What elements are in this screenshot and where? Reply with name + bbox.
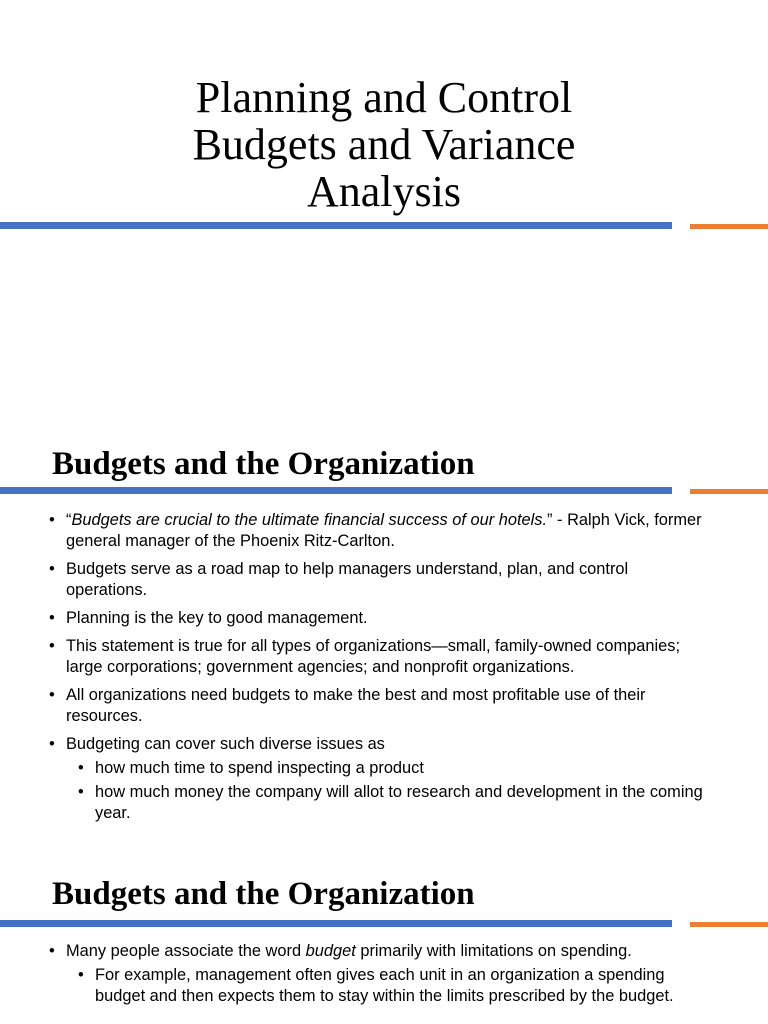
emphasis-term: budget [305,942,356,960]
title-line: Planning and Control [195,73,573,122]
presentation-title [0,74,768,215]
title-divider-blue [0,487,672,494]
bullet-item [49,734,709,824]
bullet-text: Budgeting can cover such diverse issues as [66,735,385,753]
title-divider-orange [690,922,768,927]
bullet-text: Planning is the key to good management. [66,609,368,627]
title-divider-blue [0,920,672,927]
bullet-icon: • [78,783,84,801]
bullet-list [49,941,709,1014]
bullet-list [49,510,709,831]
content-slide-budgets-organization [0,432,768,860]
bullet-item [49,685,709,727]
bullet-item [49,636,709,678]
title-divider-orange [690,224,768,229]
sub-bullet-text: how much money the company will allot to research and development in the coming year. [95,783,703,822]
title-divider-orange [690,489,768,494]
bullet-text: This statement is true for all types of organizations—small, family-owned companies; large corporations; government agencies; and nonprofit organizations. [66,637,680,676]
sub-bullet-list [66,965,709,1007]
bullet-text: Budgets serve as a road map to help managers understand, plan, and control operations. [66,560,629,599]
sub-bullet-item [66,782,709,824]
quote-mark: “ [66,511,72,529]
bullet-icon: • [49,686,55,704]
sub-bullet-item [66,965,709,1007]
title-slide [0,0,768,256]
quote-attribution: ” - Ralph Vick, former general manager of the Phoenix Ritz-Carlton. [66,511,702,550]
bullet-icon: • [49,637,55,655]
bullet-item [49,608,709,629]
bullet-icon: • [49,560,55,578]
bullet-text: All organizations need budgets to make the best and most profitable use of their resources. [66,686,646,725]
content-slide-budgets-organization-2 [0,860,768,1024]
bullet-icon: • [49,942,55,960]
bullet-item [49,510,709,552]
bullet-text: Many people associate the word [66,942,306,960]
bullet-icon: • [78,966,84,984]
bullet-icon: • [78,759,84,777]
quote-text: Budgets are crucial to the ultimate financial success of our hotels. [71,511,548,529]
title-line: Analysis [307,167,461,216]
bullet-item [49,941,709,1007]
slide-title: Budgets and the Organization [52,876,475,912]
title-line: Budgets and Variance [192,120,576,169]
sub-bullet-item [66,758,709,779]
bullet-text: primarily with limitations on spending. [355,942,632,960]
bullet-icon: • [49,511,55,529]
title-divider-blue [0,222,672,229]
sub-bullet-list [66,758,709,824]
sub-bullet-text: how much time to spend inspecting a product [95,759,424,777]
slide-title: Budgets and the Organization [52,446,475,482]
bullet-icon: • [49,609,55,627]
bullet-item [49,559,709,601]
bullet-icon: • [49,735,55,753]
sub-bullet-text: For example, management often gives each unit in an organization a spending budget and then expects them to stay within the limits prescribed by the budget. [95,966,674,1005]
